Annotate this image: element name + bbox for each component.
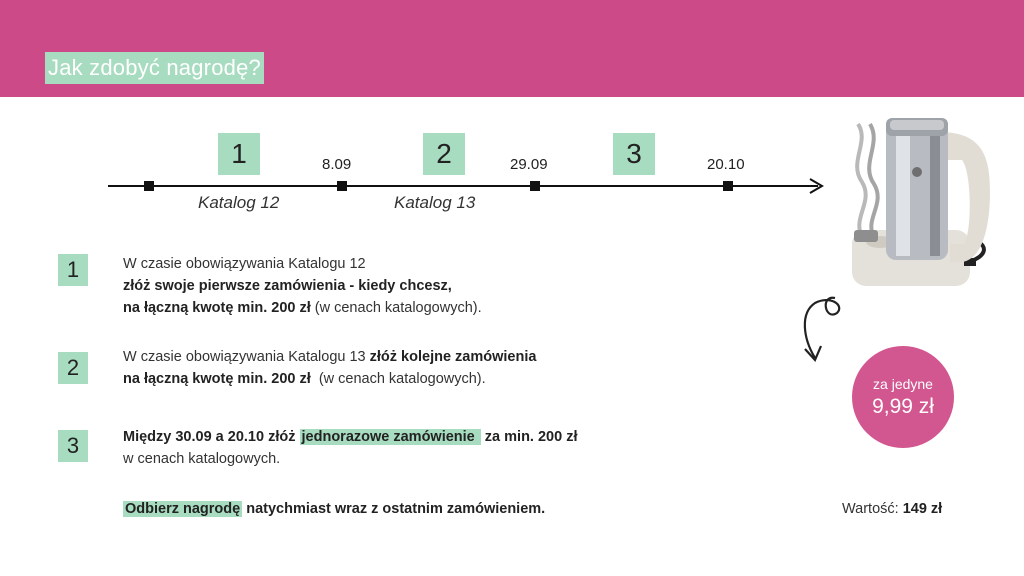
step-1-text bbox=[123, 253, 482, 319]
highlight-one-time-order: jednorazowe zamówienie bbox=[301, 429, 479, 445]
timeline-marker-start bbox=[144, 181, 154, 191]
timeline-line bbox=[108, 185, 818, 187]
step-1-line-1: W czasie obowiązywania Katalogu 12 bbox=[123, 256, 366, 272]
timeline-badge-1: 1 bbox=[218, 133, 260, 175]
page-title: Jak zdobyć nagrodę? bbox=[45, 52, 264, 84]
step-1-line-2: złóż swoje pierwsze zamówienia - kiedy chcesz, bbox=[123, 278, 452, 294]
timeline-badge-3: 3 bbox=[613, 133, 655, 175]
step-2-line-2: na łączną kwotę min. 200 zł (w cenach katalogowych). bbox=[123, 371, 486, 387]
step-3-line-1: Między 30.09 a 20.10 złóż jednorazowe zamówienie za min. 200 zł bbox=[123, 429, 578, 445]
hand-mixer-image bbox=[840, 112, 1010, 297]
product-value: Wartość: 149 zł bbox=[842, 501, 943, 517]
timeline-arrow-icon bbox=[808, 178, 824, 194]
step-badge-3: 3 bbox=[58, 430, 88, 462]
timeline-catalog-13: Katalog 13 bbox=[394, 193, 476, 212]
step-3-line-2: w cenach katalogowych. bbox=[123, 451, 281, 467]
highlight-claim-reward: Odbierz nagrodę bbox=[125, 501, 241, 517]
curly-arrow-icon bbox=[795, 293, 845, 368]
timeline-date-3: 20.10 bbox=[707, 156, 745, 173]
price-badge bbox=[852, 346, 954, 448]
price-value: 9,99 zł bbox=[872, 395, 934, 418]
step-3-text bbox=[123, 426, 578, 470]
timeline-marker-2 bbox=[530, 181, 540, 191]
step-1-line-3: na łączną kwotę min. 200 zł (w cenach katalogowych). bbox=[123, 300, 482, 316]
price-label: za jedyne bbox=[873, 376, 933, 392]
timeline-date-1: 8.09 bbox=[322, 156, 352, 173]
timeline-marker-3 bbox=[723, 181, 733, 191]
step-2-line-1: W czasie obowiązywania Katalogu 13 złóż kolejne zamówienia bbox=[123, 349, 537, 365]
timeline-badge-2: 2 bbox=[423, 133, 465, 175]
step-badge-2: 2 bbox=[58, 352, 88, 384]
timeline-marker-1 bbox=[337, 181, 347, 191]
step-badge-1: 1 bbox=[58, 254, 88, 286]
timeline-date-2: 29.09 bbox=[510, 156, 548, 173]
final-instruction: Odbierz nagrodę natychmiast wraz z ostatnim zamówieniem. bbox=[125, 501, 546, 517]
timeline-catalog-12: Katalog 12 bbox=[198, 193, 280, 212]
step-2-text bbox=[123, 346, 536, 390]
